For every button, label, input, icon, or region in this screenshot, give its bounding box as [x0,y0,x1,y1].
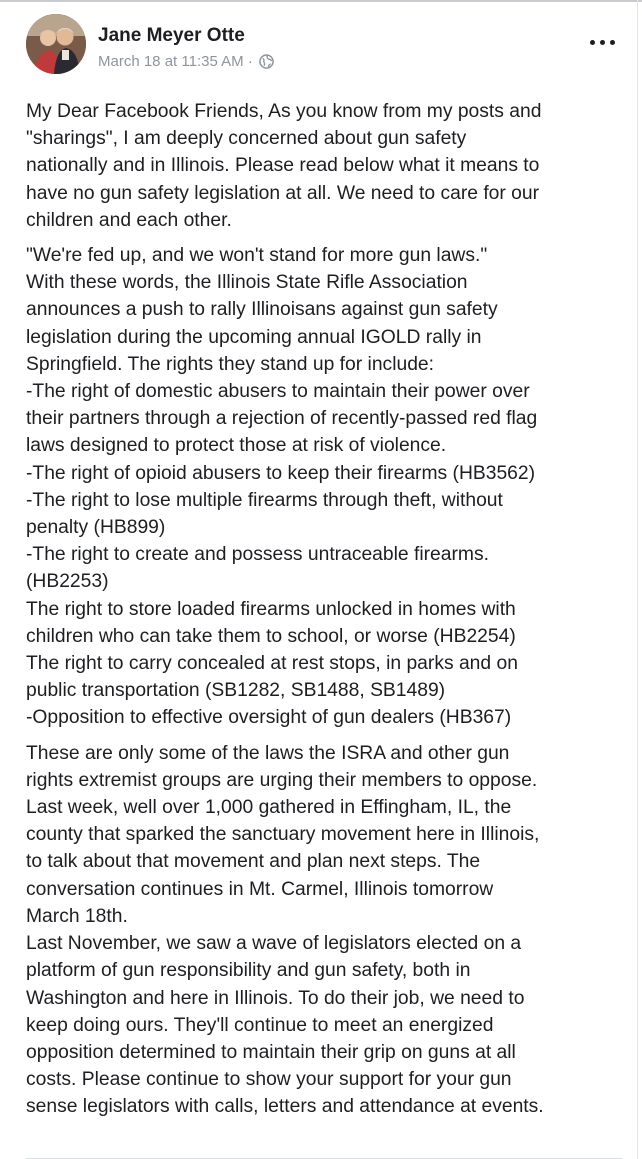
post-text-line: These are only some of the laws the ISRA and other gun [26,742,510,764]
post-text-line: platform of gun responsibility and gun safety, both in [26,960,471,982]
more-options-icon[interactable] [588,32,618,52]
post-text-line: children who can take them to school, or worse (HB2254) [26,625,516,647]
post-text-line: to talk about that movement and plan next steps. The [26,851,481,873]
post-text-line: public transportation (SB1282, SB1488, SB1489) [26,680,446,702]
post-text-line: -The right to lose multiple firearms through theft, without [26,489,503,511]
post-text-line: The right to carry concealed at rest stops, in parks and on [26,653,518,675]
post-text-line: costs. Please continue to show your support for your gun [26,1069,512,1091]
post-text-line: have no gun safety legislation at all. We need to care for our [26,182,540,204]
meta-separator: · [247,53,253,70]
post-text-line: sense legislators with calls, letters and attendance at events. [26,1096,544,1118]
post-text-line: keep doing ours. They'll continue to meet an energized [26,1014,494,1036]
post-text-line: conversation continues in Mt. Carmel, Illinois tomorrow [26,878,494,900]
post-text-line: announces a push to rally Illinoisans against gun safety [26,299,498,321]
post-body [26,98,632,1129]
post-text-line: Springfield. The rights they stand up for include: [26,353,435,375]
globe-icon[interactable] [259,54,274,73]
post-text-line: -Opposition to effective oversight of gun dealers (HB367) [26,707,512,729]
post-text-line: county that sparked the sanctuary movement here in Illinois, [26,824,540,846]
post-text-line: With these words, the Illinois State Rifle Association [26,272,468,294]
post-paragraph [26,98,632,234]
post-text-line: penalty (HB899) [26,517,166,539]
post-text-line: The right to store loaded firearms unlocked in homes with [26,598,516,620]
avatar-photo [26,14,86,74]
post-text-line: -The right of domestic abusers to maintain their power over [26,381,530,403]
post-text-line: -The right of opioid abusers to keep their firearms (HB3562) [26,462,536,484]
post-paragraph [26,740,632,1121]
post-text-line: "We're fed up, and we won't stand for more gun laws." [26,245,488,267]
post-text-line: nationally and in Illinois. Please read below what it means to [26,155,540,177]
post-meta [98,53,274,73]
post-text-line: Washington and here in Illinois. To do their job, we need to [26,987,525,1009]
post-paragraph [26,242,632,732]
post-text-line: opposition determined to maintain their grip on guns at all [26,1041,516,1063]
post-header [26,14,622,78]
post-text-line: -The right to create and possess untraceable firearms. [26,544,489,566]
post-text-line: rights extremist groups are urging their members to oppose. [26,769,538,791]
post-text-line: (HB2253) [26,571,109,593]
right-divider [637,0,638,1159]
author-name[interactable]: Jane Meyer Otte [98,25,245,46]
post-text-line: Last November, we saw a wave of legislators elected on a [26,933,522,955]
post-text-line: "sharings", I am deeply concerned about gun safety [26,128,467,150]
post-text-line: Last week, well over 1,000 gathered in Effingham, IL, the [26,797,512,819]
avatar[interactable] [26,14,86,74]
post-timestamp[interactable]: March 18 at 11:35 AM [98,53,244,70]
post-text-line: legislation during the upcoming annual IGOLD rally in [26,326,482,348]
post-text-line: children and each other. [26,209,232,231]
post-text-line: laws designed to protect those at risk of violence. [26,435,447,457]
post-text-line: their partners through a rejection of recently-passed red flag [26,408,538,430]
post-text-line: March 18th. [26,905,128,927]
post-text-line: My Dear Facebook Friends, As you know from my posts and [26,101,542,122]
